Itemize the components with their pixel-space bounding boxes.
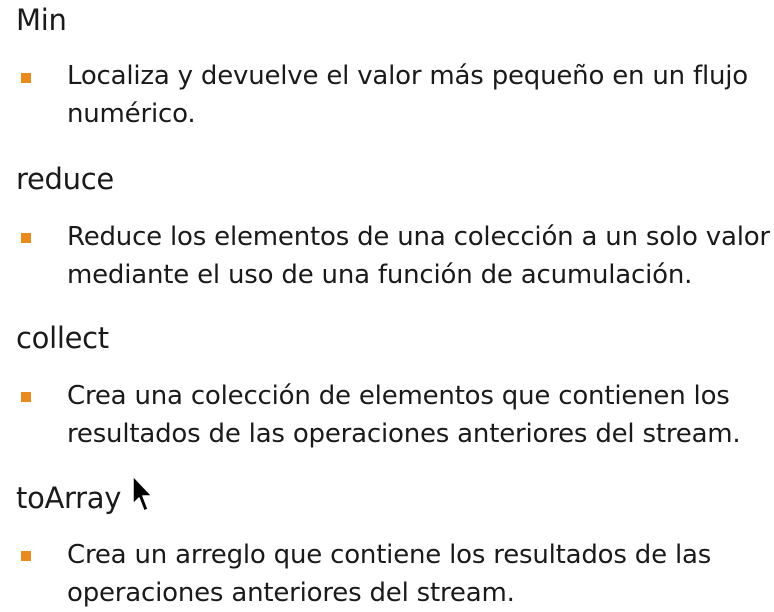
term-description: Localiza y devuelve el valor más pequeño en un flujo numérico. — [67, 61, 748, 129]
bullet-icon — [21, 73, 31, 83]
mouse-pointer-icon — [131, 474, 155, 516]
term-heading: collect — [16, 321, 109, 355]
term-heading: Min — [16, 3, 67, 37]
term-description: Crea una colección de elementos que contienen los resultados de las operaciones anteriores del stream. — [67, 381, 741, 449]
bullet-icon — [21, 551, 31, 561]
term-description: Reduce los elementos de una colección a un solo valor mediante el uso de una función de acumulación. — [67, 222, 770, 290]
bullet-icon — [21, 392, 31, 402]
bullet-icon — [21, 233, 31, 243]
term-heading: reduce — [16, 162, 114, 196]
term-heading: toArray — [16, 481, 122, 515]
term-description: Crea un arreglo que contiene los resultados de las operaciones anteriores del stream. — [67, 540, 712, 608]
